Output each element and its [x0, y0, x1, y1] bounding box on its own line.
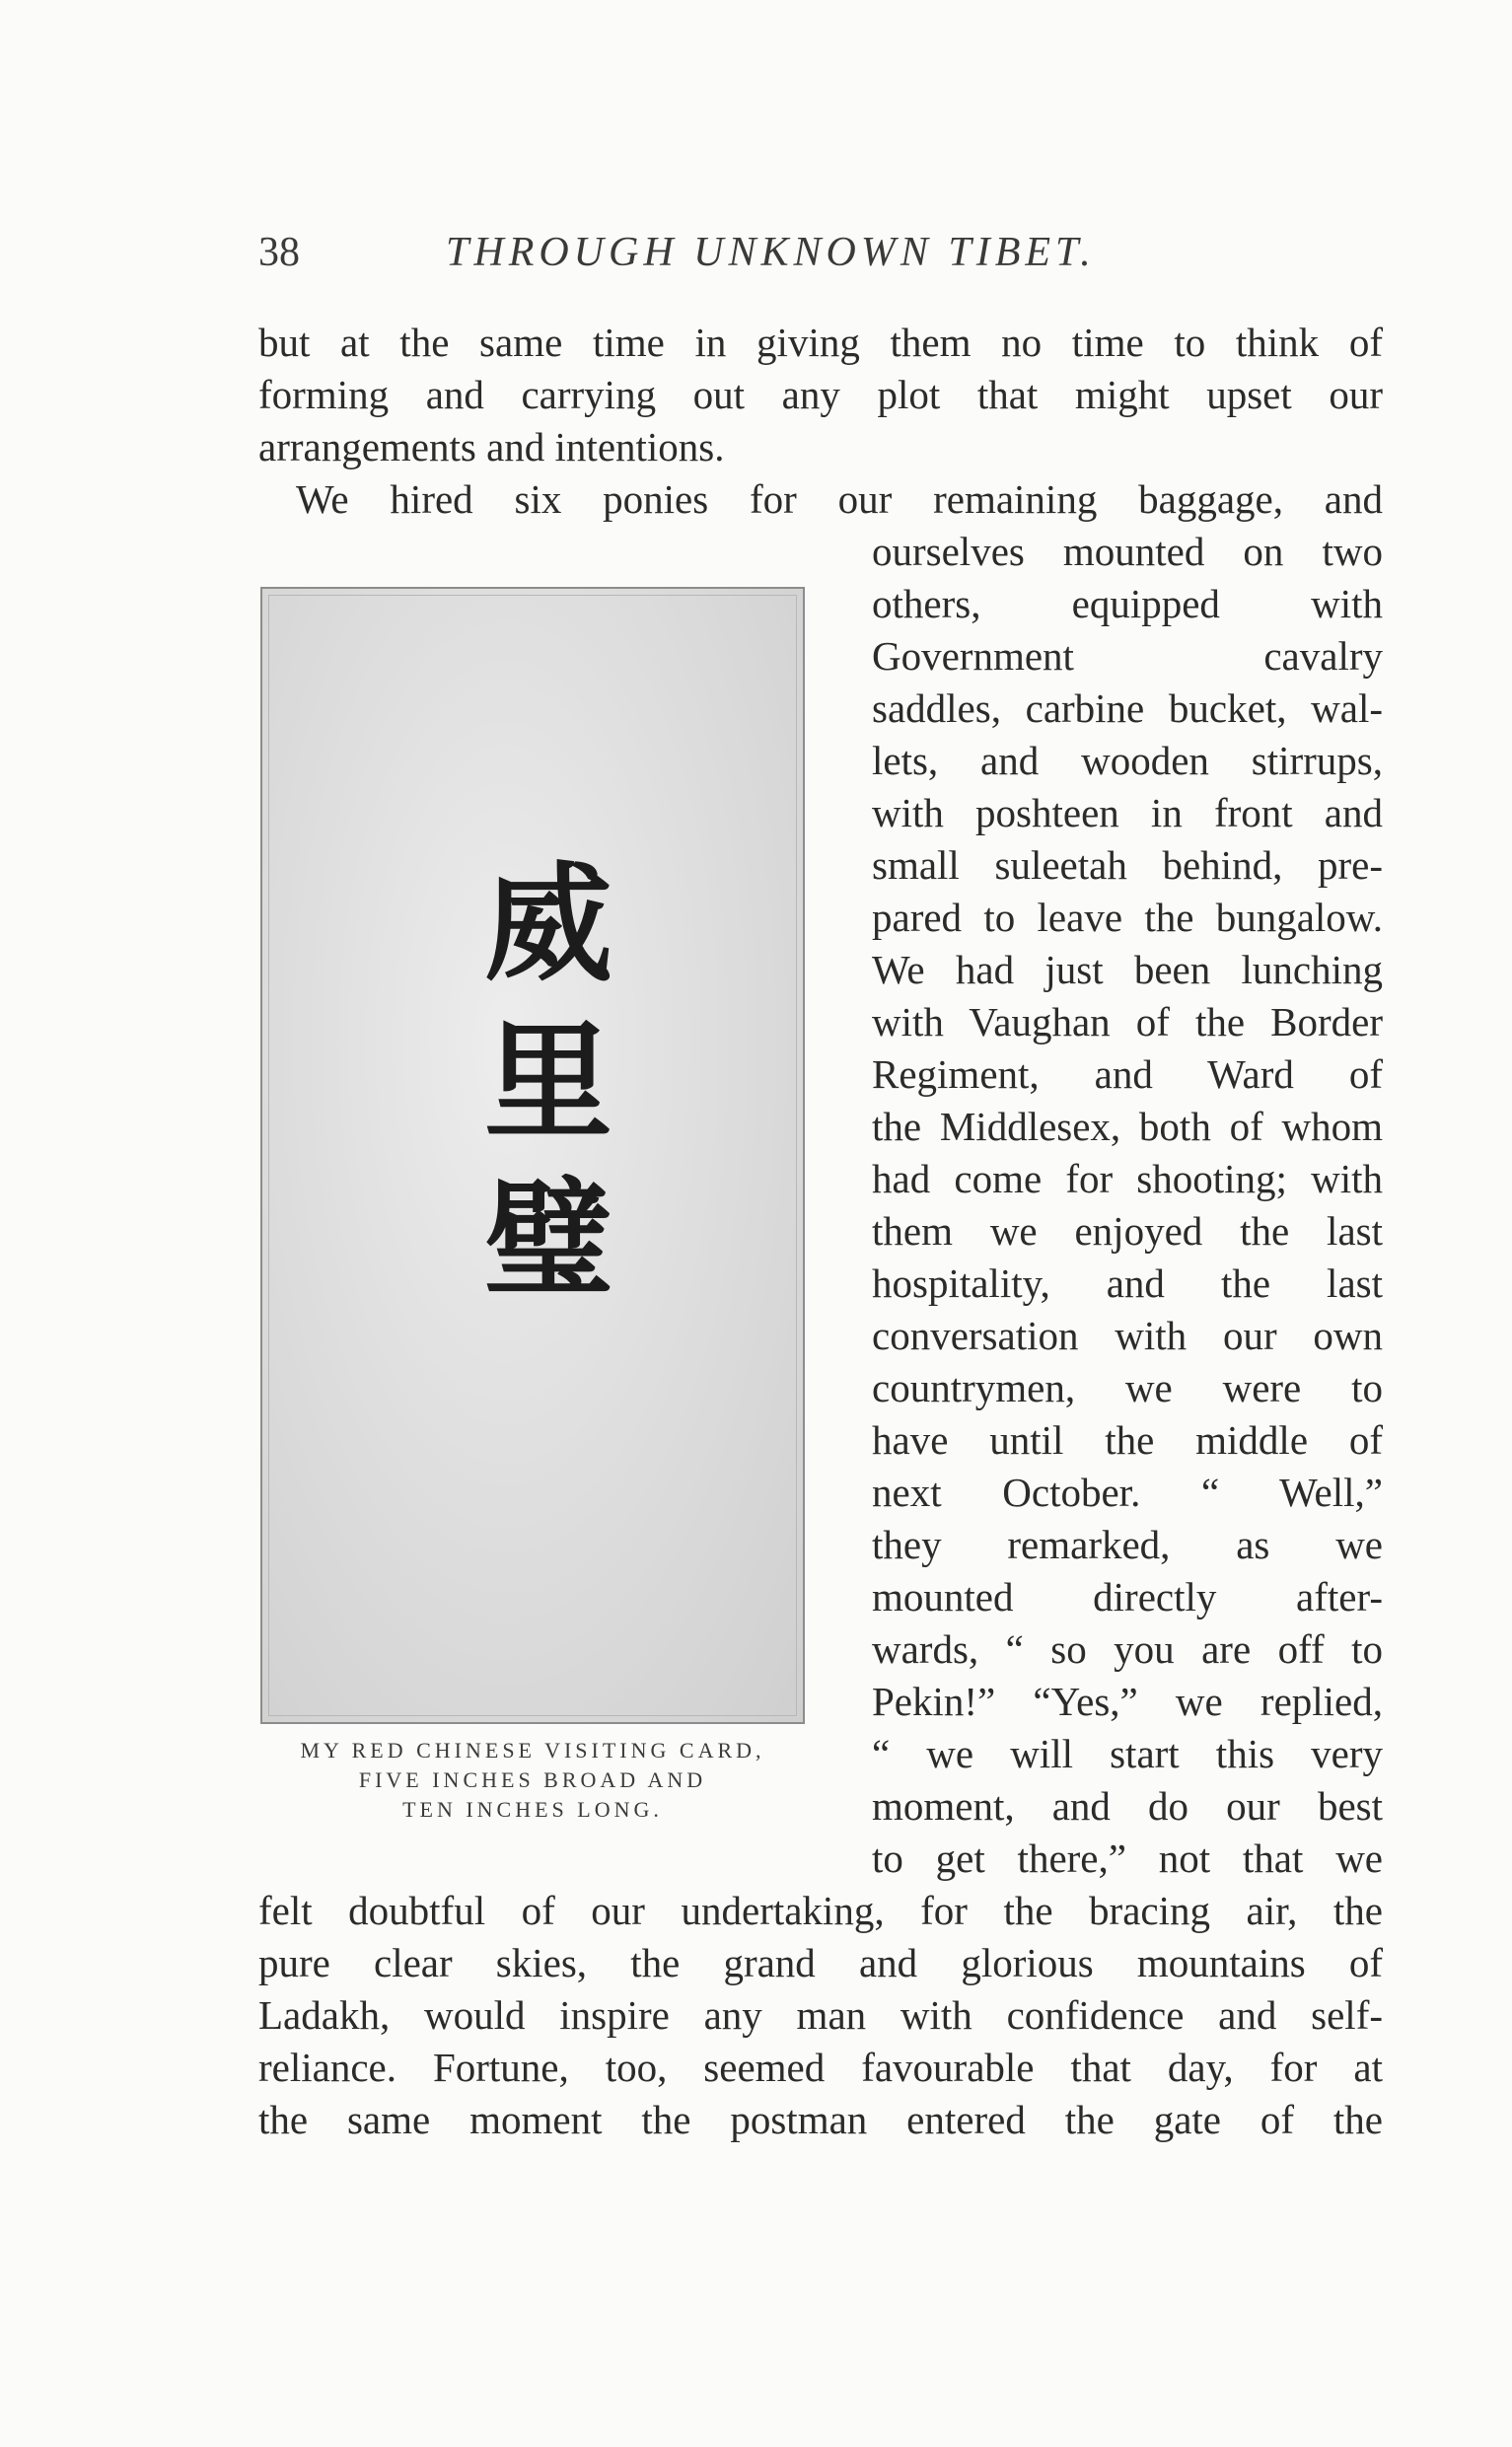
- text-line: felt doubtful of our undertaking, for the bracing air, the: [258, 1888, 1383, 1933]
- text-line: lets, and wooden stirrups,: [872, 738, 1383, 783]
- text-line: “ we will start this very: [872, 1731, 1383, 1776]
- text-line: wards, “ so you are off to: [872, 1626, 1383, 1672]
- text-line: but at the same time in giving them no time to think of: [258, 320, 1383, 365]
- text-line: forming and carrying out any plot that might upset our: [258, 372, 1383, 417]
- text-line: mounted directly after-: [872, 1574, 1383, 1619]
- text-line: they remarked, as we: [872, 1522, 1383, 1567]
- plate-caption-line: MY RED CHINESE VISITING CARD,: [300, 1738, 765, 1763]
- text-line: saddles, carbine bucket, wal-: [872, 685, 1383, 731]
- text-line: We had just been lunching: [872, 947, 1383, 992]
- plate-caption-line: TEN INCHES LONG.: [402, 1797, 663, 1822]
- text-line: small suleetah behind, pre-: [872, 842, 1383, 888]
- text-line: Pekin!” “Yes,” we replied,: [872, 1679, 1383, 1724]
- text-line: with poshteen in front and: [872, 790, 1383, 835]
- text-line: reliance. Fortune, too, seemed favourable that day, for at: [258, 2045, 1383, 2090]
- text-line: the Middlesex, both of whom: [872, 1104, 1383, 1149]
- running-title: THROUGH UNKNOWN TIBET.: [446, 230, 1096, 275]
- chinese-character: 璧: [483, 1165, 612, 1315]
- text-line: moment, and do our best: [872, 1783, 1383, 1829]
- text-line: pure clear skies, the grand and glorious mountains of: [258, 1940, 1383, 1985]
- chinese-character: 里: [483, 1007, 612, 1157]
- text-line: others, equipped with: [872, 581, 1383, 626]
- text-line: to get there,” not that we: [872, 1835, 1383, 1881]
- text-line: Ladakh, would inspire any man with confidence and self-: [258, 1992, 1383, 2038]
- chinese-name-characters: [469, 845, 627, 1319]
- text-line: had come for shooting; with: [872, 1156, 1383, 1201]
- text-line: arrangements and intentions.: [258, 424, 725, 469]
- text-line: hospitality, and the last: [872, 1260, 1383, 1306]
- text-line: have until the middle of: [872, 1417, 1383, 1463]
- text-line: countrymen, we were to: [872, 1365, 1383, 1410]
- plate-caption-line: FIVE INCHES BROAD AND: [358, 1767, 707, 1792]
- text-line: Regiment, and Ward of: [872, 1051, 1383, 1097]
- visiting-card-plate: [260, 587, 805, 1724]
- text-line: conversation with our own: [872, 1313, 1383, 1358]
- running-head: [258, 229, 1383, 292]
- page-number: 38: [258, 230, 300, 275]
- text-line: Government cavalry: [872, 633, 1383, 679]
- chinese-character: 威: [483, 849, 612, 999]
- text-line: ourselves mounted on two: [872, 529, 1383, 574]
- text-line: pared to leave the bungalow.: [872, 895, 1383, 940]
- text-line: We hired six ponies for our remaining baggage, and: [296, 476, 1383, 522]
- text-line: next October. “ Well,”: [872, 1470, 1383, 1515]
- text-line: them we enjoyed the last: [872, 1208, 1383, 1254]
- text-line: with Vaughan of the Border: [872, 999, 1383, 1044]
- text-line: the same moment the postman entered the gate of the: [258, 2097, 1383, 2142]
